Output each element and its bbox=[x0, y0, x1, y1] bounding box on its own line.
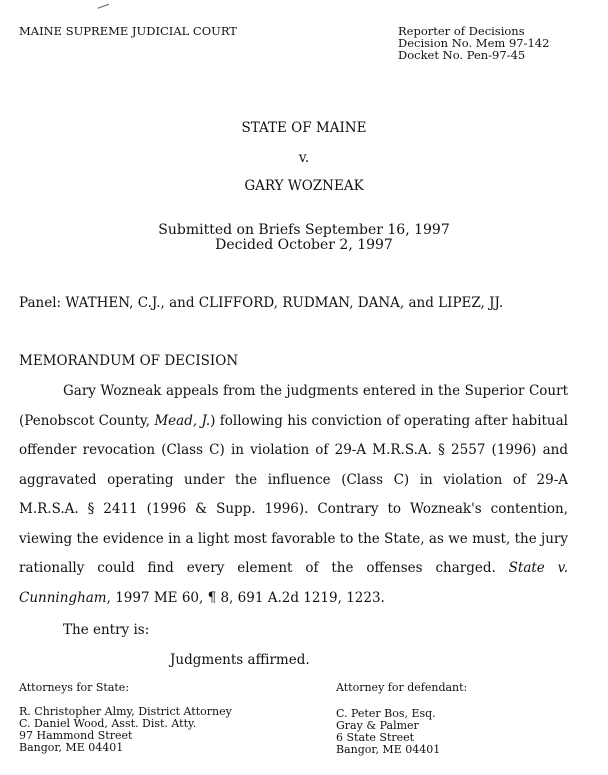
attorneys-for-state bbox=[19, 682, 232, 754]
decision-body bbox=[19, 377, 568, 613]
panel-line: Panel: WATHEN, C.J., and CLIFFORD, RUDMAN, DANA, and LIPEZ, JJ. bbox=[19, 295, 504, 311]
plaintiff-name: STATE OF MAINE bbox=[241, 120, 367, 136]
defendant-attorney-line: Bangor, ME 04401 bbox=[336, 743, 441, 756]
defendant-name: GARY WOZNEAK bbox=[244, 178, 364, 194]
defendant-attorney-line: C. Peter Bos, Esq. bbox=[336, 707, 436, 720]
submitted-date: Submitted on Briefs September 16, 1997 bbox=[158, 222, 450, 238]
defendant-heading: Attorney for defendant: bbox=[336, 681, 468, 694]
case-name: State v. Cunningham bbox=[19, 560, 568, 606]
memo-heading: MEMORANDUM OF DECISION bbox=[19, 353, 239, 369]
state-heading: Attorneys for State: bbox=[19, 681, 130, 694]
state-attorney-line: R. Christopher Almy, District Attorney bbox=[19, 705, 232, 718]
reporter-line: Reporter of Decisions bbox=[398, 24, 525, 38]
versus: v. bbox=[298, 150, 310, 166]
court-name: MAINE SUPREME JUDICIAL COURT bbox=[19, 24, 237, 38]
body-text-1: Gary Wozneak appeals from the judgments entered in the Superior Court (Penobscot County, bbox=[19, 383, 568, 429]
state-attorney-line: C. Daniel Wood, Asst. Dist. Atty. bbox=[19, 717, 197, 730]
attorney-for-defendant bbox=[336, 682, 467, 756]
docket-number: Docket No. Pen-97-45 bbox=[398, 48, 526, 62]
case-citation: , 1997 ME 60, ¶ 8, 691 A.2d 1219, 1223. bbox=[106, 589, 385, 606]
judge-name: Mead, J. bbox=[154, 412, 211, 429]
defendant-attorney-line: 6 State Street bbox=[336, 731, 415, 744]
state-attorney-line: 97 Hammond Street bbox=[19, 729, 133, 742]
entry-intro: The entry is: bbox=[63, 622, 150, 638]
stray-pen-mark bbox=[95, 0, 109, 9]
body-text-2: ) following his conviction of operating after habitual offender revocation (Class C) in violation of 29-A M.R.S.A. § 2557 (1996) and aggravated operating under the influence (Class C) in violation of 29-A M.R.S.A. § 2411 (1996 & Supp. 1996). Contrary to Wozneak's contention, viewing the evidence in a light most favorable to the State, as we must, the jury rationally could find every element of the offenses charged. bbox=[19, 412, 568, 576]
entry-result: Judgments affirmed. bbox=[170, 652, 310, 668]
decision-number: Decision No. Mem 97-142 bbox=[398, 36, 550, 50]
defendant-attorney-line: Gray & Palmer bbox=[336, 719, 419, 732]
state-attorney-line: Bangor, ME 04401 bbox=[19, 741, 124, 754]
decided-date: Decided October 2, 1997 bbox=[215, 237, 393, 253]
reporter-block bbox=[398, 25, 549, 61]
